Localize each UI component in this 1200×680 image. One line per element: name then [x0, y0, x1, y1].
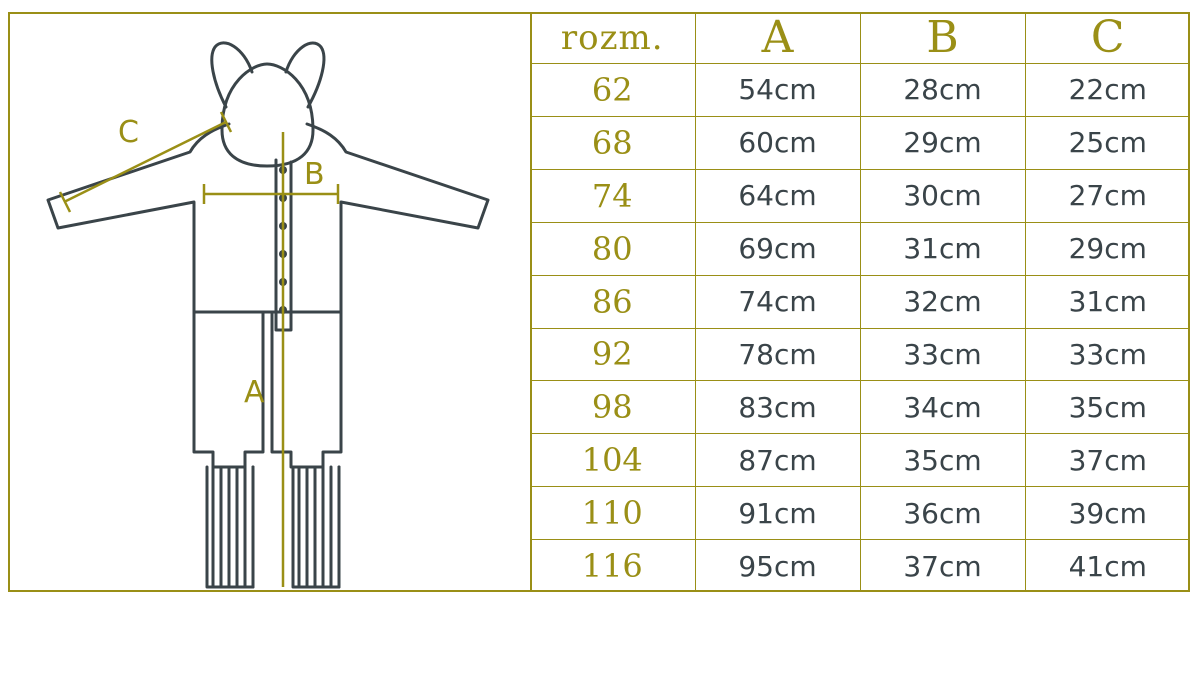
cell-size: 110 [530, 487, 695, 540]
cell-size: 92 [530, 328, 695, 381]
cell-a: 74cm [695, 275, 860, 328]
measurement-lines [60, 112, 338, 587]
table-body [530, 64, 1190, 593]
table-row [530, 328, 1190, 381]
column-header-size: rozm. [530, 12, 695, 64]
cell-b: 29cm [860, 116, 1025, 169]
cell-b: 36cm [860, 487, 1025, 540]
table-row [530, 64, 1190, 117]
cell-c: 22cm [1025, 64, 1190, 117]
size-table-container [530, 12, 1190, 592]
label-c: C [118, 115, 139, 150]
cell-size: 98 [530, 381, 695, 434]
cell-c: 33cm [1025, 328, 1190, 381]
cell-a: 87cm [695, 434, 860, 487]
column-header-a: A [695, 12, 860, 64]
cell-c: 41cm [1025, 540, 1190, 592]
table-row [530, 487, 1190, 540]
garment-outline [48, 43, 488, 587]
cell-b: 34cm [860, 381, 1025, 434]
cell-b: 30cm [860, 169, 1025, 222]
cell-a: 54cm [695, 64, 860, 117]
table-row [530, 540, 1190, 592]
cell-a: 78cm [695, 328, 860, 381]
cell-c: 39cm [1025, 487, 1190, 540]
table-header [530, 12, 1190, 64]
cell-c: 37cm [1025, 434, 1190, 487]
cell-size: 104 [530, 434, 695, 487]
cell-b: 31cm [860, 222, 1025, 275]
garment-drawing [8, 12, 530, 592]
table-row [530, 222, 1190, 275]
cell-b: 35cm [860, 434, 1025, 487]
column-header-b: B [860, 12, 1025, 64]
table-row [530, 434, 1190, 487]
cell-c: 29cm [1025, 222, 1190, 275]
cell-a: 69cm [695, 222, 860, 275]
table-row [530, 169, 1190, 222]
cell-a: 83cm [695, 381, 860, 434]
cell-size: 74 [530, 169, 695, 222]
cell-b: 37cm [860, 540, 1025, 592]
cell-c: 31cm [1025, 275, 1190, 328]
cell-a: 60cm [695, 116, 860, 169]
cell-size: 68 [530, 116, 695, 169]
cell-a: 64cm [695, 169, 860, 222]
cell-size: 62 [530, 64, 695, 117]
cell-b: 28cm [860, 64, 1025, 117]
size-table [530, 12, 1190, 592]
column-header-c: C [1025, 12, 1190, 64]
cell-c: 27cm [1025, 169, 1190, 222]
garment-illustration [8, 12, 530, 592]
cell-a: 91cm [695, 487, 860, 540]
cell-size: 80 [530, 222, 695, 275]
label-b: B [304, 157, 325, 192]
table-row [530, 381, 1190, 434]
table-header-row [530, 12, 1190, 64]
cell-b: 33cm [860, 328, 1025, 381]
cell-c: 35cm [1025, 381, 1190, 434]
table-row [530, 116, 1190, 169]
cell-size: 116 [530, 540, 695, 592]
cell-size: 86 [530, 275, 695, 328]
table-row [530, 275, 1190, 328]
cell-a: 95cm [695, 540, 860, 592]
cell-b: 32cm [860, 275, 1025, 328]
cell-c: 25cm [1025, 116, 1190, 169]
label-a: A [244, 375, 265, 410]
